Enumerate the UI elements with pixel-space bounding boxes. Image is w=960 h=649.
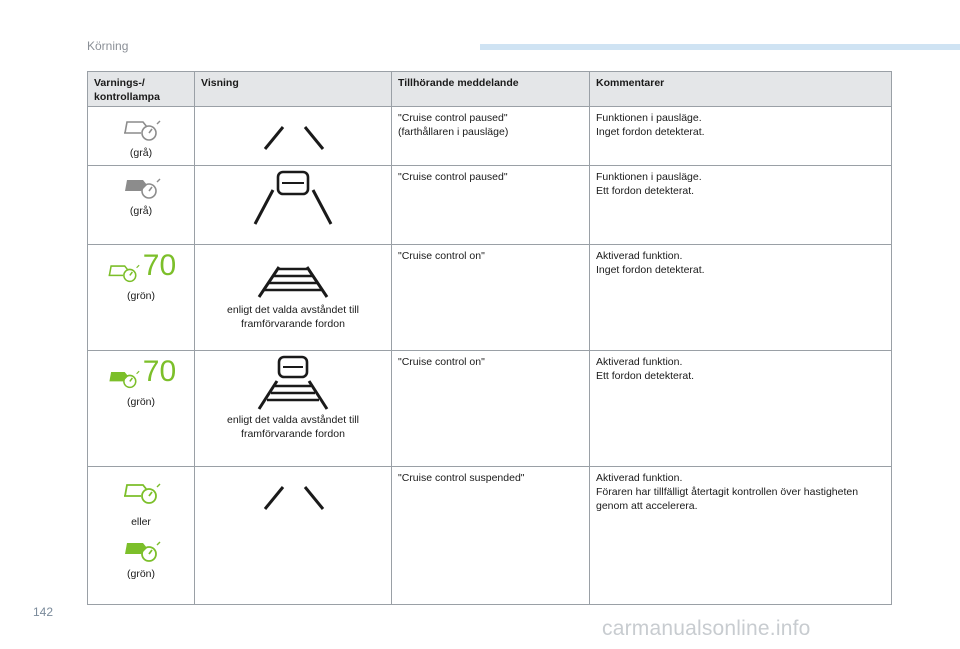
speedometer-with-car-icon <box>121 537 161 563</box>
comment-text: Aktiverad funktion. <box>596 250 683 262</box>
comment-cell <box>590 467 892 605</box>
message-text: "Cruise control on" <box>398 250 485 262</box>
display-cell <box>195 351 392 467</box>
lamp-caption: (grön) <box>126 290 155 303</box>
comment-text: Aktiverad funktion. <box>596 472 683 484</box>
watermark: carmanualsonline.info <box>602 617 811 640</box>
comment-text: Funktionen i pausläge. <box>596 112 702 124</box>
lamp-cell <box>88 467 195 605</box>
header-accent-bar <box>480 44 960 50</box>
lamp-caption: (grön) <box>126 568 155 580</box>
message-cell <box>392 166 590 245</box>
header-comments: Kommentarer <box>590 72 892 107</box>
message-cell <box>392 351 590 467</box>
speedometer-with-car-icon <box>121 174 161 200</box>
message-cell <box>392 467 590 605</box>
lamp-caption: (grön) <box>126 396 155 409</box>
display-note: enligt det valda avståndet till framförvarande fordon <box>227 414 359 440</box>
comment-subtext: Ett fordon detekterat. <box>596 370 695 382</box>
speedometer-outline-icon <box>121 116 161 142</box>
comment-text: Funktionen i pausläge. <box>596 171 702 183</box>
comment-cell <box>590 107 892 166</box>
comment-subtext: Föraren har tillfälligt återtagit kontrollen över hastigheten genom att accelerera. <box>596 486 859 512</box>
comment-subtext: Inget fordon detekterat. <box>596 126 705 138</box>
distance-bars-icon <box>195 245 392 303</box>
header-lamp: Varnings-/ kontrollampa <box>88 72 195 107</box>
lamp-caption: (grå) <box>129 205 153 217</box>
lane-lines-icon <box>195 107 392 161</box>
table-row <box>88 467 892 605</box>
lane-lines-icon <box>195 467 392 517</box>
message-text: "Cruise control paused" <box>398 112 508 124</box>
comment-subtext: Inget fordon detekterat. <box>596 264 705 276</box>
lamp-cell <box>88 245 195 351</box>
display-cell <box>195 166 392 245</box>
display-cell <box>195 107 392 166</box>
table-row <box>88 351 892 467</box>
speedometer-outline-icon <box>121 479 161 505</box>
header-message: Tillhörande meddelande <box>392 72 590 107</box>
table-header-row <box>88 72 892 107</box>
vehicle-ahead-with-distance-icon <box>195 351 392 413</box>
lamp-caption: (grå) <box>129 147 153 159</box>
message-text: "Cruise control suspended" <box>398 472 525 484</box>
page-number: 142 <box>33 605 54 619</box>
section-title: Körning <box>87 39 129 53</box>
speed-value: 70 <box>142 355 177 388</box>
message-text: "Cruise control on" <box>398 356 485 368</box>
vehicle-ahead-icon <box>195 166 392 240</box>
display-cell <box>195 467 392 605</box>
lamp-cell <box>88 107 195 166</box>
table-row <box>88 166 892 245</box>
message-cell <box>392 245 590 351</box>
message-text: "Cruise control paused" <box>398 171 508 183</box>
table-row <box>88 107 892 166</box>
message-cell <box>392 107 590 166</box>
display-note: enligt det valda avståndet till framförvarande fordon <box>227 304 359 330</box>
lamp-cell <box>88 351 195 467</box>
comment-text: Aktiverad funktion. <box>596 356 683 368</box>
speedometer-with-car-icon <box>106 365 140 391</box>
comment-subtext: Ett fordon detekterat. <box>596 185 695 197</box>
display-cell <box>195 245 392 351</box>
comment-cell <box>590 351 892 467</box>
comment-cell <box>590 166 892 245</box>
speedometer-outline-icon <box>106 259 140 285</box>
message-subtext: (farthållaren i pausläge) <box>398 126 509 138</box>
lamp-or: eller <box>131 516 151 528</box>
cruise-control-table <box>87 71 892 605</box>
lamp-cell <box>88 166 195 245</box>
table-row <box>88 245 892 351</box>
speed-value: 70 <box>142 249 177 282</box>
header-display: Visning <box>195 72 392 107</box>
comment-cell <box>590 245 892 351</box>
